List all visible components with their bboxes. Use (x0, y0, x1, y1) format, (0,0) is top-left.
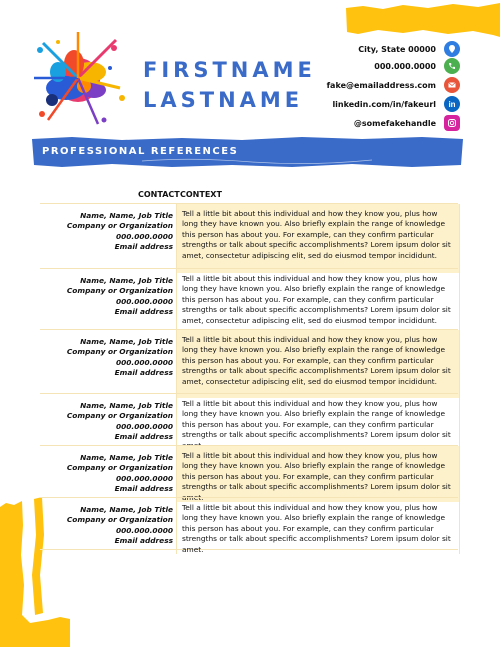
linkedin-icon: in (444, 96, 460, 112)
contact-location (270, 40, 460, 58)
reference-context: Tell a little bit about this individual and how they know you, plus how long they have known you. Also briefly explain the range of knowledge this person has about you. For example, can they confirm particular strengths or talk about specific accomplishments? Lorem ipsum dolor sit amet. (176, 498, 460, 554)
reference-context: Tell a little bit about this individual and how they know you, plus how long they have known you. Also briefly explain the range of knowledge this person has about you. For example, can they confirm particular strengths or talk about specific accomplishments? Lorem ipsum dolor sit amet. (176, 446, 460, 502)
first-name: FIRSTNAME (143, 58, 316, 82)
paint-splash-image (28, 28, 128, 130)
yellow-brush-top (343, 0, 500, 37)
reference-email: Email address (114, 484, 173, 494)
reference-contact (40, 498, 173, 547)
reference-email: Email address (114, 307, 173, 317)
email-icon (444, 77, 460, 93)
reference-email: Email address (114, 368, 173, 378)
reference-name: Name, Name, Job Title (80, 453, 173, 462)
instagram-text[interactable]: @somefakehandle (353, 118, 436, 128)
section-title: PROFESSIONAL REFERENCES (42, 146, 239, 157)
reference-name: Name, Name, Job Title (80, 505, 173, 514)
table-row (40, 268, 458, 329)
reference-company: Company or Organization (66, 286, 173, 296)
reference-name: Name, Name, Job Title (80, 211, 173, 220)
reference-phone: 000.000.0000 (115, 231, 173, 241)
table-row (40, 497, 458, 554)
location-pin-icon (444, 41, 460, 57)
reference-context: Tell a little bit about this individual and how they know you, plus how long they have known you. Also briefly explain the range of knowledge this person has about you. For example, can they confirm particular strengths or talk about specific accomplishments? Lorem ipsum dolor sit amet, consectetur adipiscing elit, sed do eiusmod tempor incididunt. (176, 330, 460, 398)
reference-phone: 000.000.0000 (115, 525, 173, 535)
reference-context: Tell a little bit about this individual and how they know you, plus how long they have known you. Also briefly explain the range of knowledge this person has about you. For example, can they confirm particular strengths or talk about specific accomplishments? Lorem ipsum dolor sit (176, 394, 460, 450)
reference-phone: 000.000.0000 (115, 296, 173, 306)
contact-instagram (270, 114, 460, 132)
reference-name: Name, Name, Job Title (80, 337, 173, 346)
contact-linkedin (270, 95, 460, 113)
column-header-context: CONTEXT (180, 190, 222, 199)
reference-company: Company or Organization (66, 515, 173, 525)
reference-contact (40, 330, 173, 379)
table-row (40, 445, 458, 502)
reference-company: Company or Organization (66, 221, 173, 231)
instagram-icon (444, 115, 460, 131)
column-header-contact: CONTACT (138, 190, 180, 199)
table-row (40, 329, 458, 393)
reference-context: Tell a little bit about this individual and how they know you, plus how long they have known you. Also briefly explain the range of knowledge this person has about you. For example, can they confirm particular strengths or talk about specific accomplishments? Lorem ipsum dolor sit amet, consectetur adipiscing elit, sed do eiusmod tempor incididunt. (176, 204, 460, 273)
last-name: LASTNAME (143, 88, 304, 112)
reference-company: Company or Organization (66, 411, 173, 421)
reference-company: Company or Organization (66, 463, 173, 473)
reference-name: Name, Name, Job Title (80, 401, 173, 410)
phone-icon (444, 58, 460, 74)
references-table (40, 203, 458, 554)
reference-phone: 000.000.0000 (115, 421, 173, 431)
reference-contact (40, 394, 173, 443)
table-row (40, 393, 458, 445)
reference-contact (40, 204, 173, 253)
email-text[interactable]: fake@emailaddress.com (326, 80, 436, 90)
reference-contact (40, 446, 173, 495)
reference-email: Email address (114, 432, 173, 442)
phone-text: 000.000.0000 (374, 61, 436, 71)
reference-email: Email address (114, 536, 173, 546)
contact-email (270, 76, 460, 94)
location-text: City, State 00000 (358, 44, 436, 54)
table-row (40, 203, 458, 268)
contact-phone (270, 57, 460, 75)
reference-context: Tell a little bit about this individual and how they know you, plus how long they have known you. Also briefly explain the range of knowledge this person has about you. For example, can they confirm particular strengths or talk about specific accomplishments? Lorem ipsum dolor sit amet, consectetur adipiscing elit, sed do eiusmod tempor incididunt. (176, 269, 460, 334)
reference-name: Name, Name, Job Title (80, 276, 173, 285)
reference-contact (40, 269, 173, 318)
linkedin-text[interactable]: linkedin.com/in/fakeurl (332, 99, 436, 109)
reference-phone: 000.000.0000 (115, 473, 173, 483)
reference-email: Email address (114, 242, 173, 252)
reference-phone: 000.000.0000 (115, 357, 173, 367)
reference-company: Company or Organization (66, 347, 173, 357)
